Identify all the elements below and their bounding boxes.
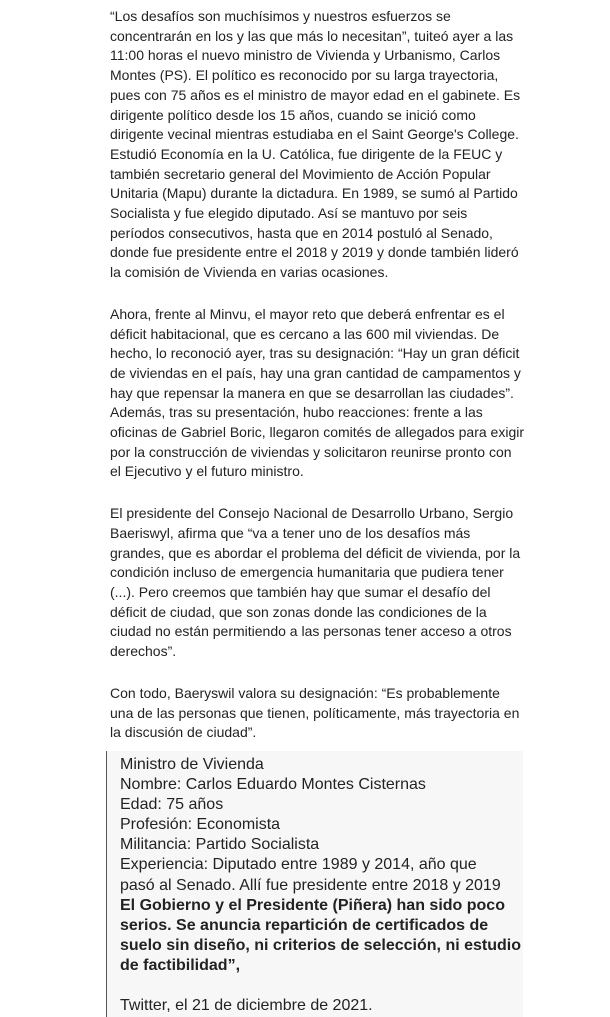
profile-party: Militancia: Partido Socialista bbox=[120, 836, 320, 854]
profile-heading: Ministro de Vivienda bbox=[120, 756, 264, 773]
article-paragraph: Ahora, frente al Minvu, el mayor reto que deberá enfrentar es el déficit habitacional, que es cercano a las 600 mil viviendas. De hecho, lo reconoció ayer, tras su designación: “Hay un gran déficit de viviendas en el país, hay una gran cantidad de campamentos y hay que repensar la manera en que se desarrollan las ciudades”. Además, tras su presentación, hubo reacciones: frente a las oficinas de Gabriel Boric, llegaron comités de allegados para exigir por la construcción de viviendas y solicitaron reunirse pronto con el Ejecutivo y el futuro ministro. bbox=[110, 305, 524, 480]
article-paragraph: Con todo, Baeryswil valora su designación: “Es probablemente una de las personas que tienen, políticamente, más trayectoria en la discusión de ciudad”. bbox=[110, 684, 520, 741]
profile-age: Edad: 75 años bbox=[120, 796, 224, 814]
article-body bbox=[110, 0, 524, 765]
article-paragraph: “Los desafíos son muchísimos y nuestros esfuerzos se concentrarán en los y las que más lo necesitan”, tuiteó ayer a las 11:00 horas el nuevo ministro de Vivienda y Urbanismo, Carlos Montes (PS). El político es reconocido por su larga trayectoria, pues con 75 años es el ministro de mayor edad en el gabinete. Es dirigente político desde los 15 años, cuando se inició como dirigente vecinal mientras estudiaba en el Saint George's College. Estudió Economía en la U. Católica, fue dirigente de la FEUC y también secretario general del Movimiento de Acción Popular Unitaria (Mapu) durante la dictadura. En 1989, se sumó al Partido Socialista y fue elegido diputado. Así se mantuvo por seis períodos consecutivos, hasta que en 2014 postuló al Senado, donde fue presidente entre el 2018 y 2019 y donde también lideró la comisión de Vivienda en varias ocasiones. bbox=[110, 8, 521, 281]
profile-profession: Profesión: Economista bbox=[120, 816, 281, 834]
profile-experience-line-1: Experiencia: Diputado entre 1989 y 2014, año que bbox=[120, 856, 477, 874]
profile-quote: El Gobierno y el Presidente (Piñera) han sido poco serios. Se anuncia repartición de certificados de suelo sin diseño, ni criterios de selección, ni estudio de factibilidad”, bbox=[120, 896, 521, 974]
profile-name: Nombre: Carlos Eduardo Montes Cisternas bbox=[120, 776, 426, 794]
article-paragraph: El presidente del Consejo Nacional de Desarrollo Urbano, Sergio Baeriswyl, afirma que “va a tener uno de los desafíos más grandes, que es abordar el problema del déficit de vivienda, por la condición incluso de emergencia humanitaria que pudiera tener (...). Pero creemos que también hay que sumar el desafío del déficit de ciudad, que son zonas donde las condiciones de la ciudad no están permitiendo a las personas tener acceso a otros derechos”. bbox=[110, 505, 521, 660]
profile-experience-line-2: pasó al Senado. Allí fue presidente entre 2018 y 2019 bbox=[120, 876, 501, 894]
profile-content bbox=[120, 755, 523, 1016]
minister-profile-box bbox=[106, 751, 523, 1017]
quote-source: Twitter, el 21 de diciembre de 2021. bbox=[120, 997, 373, 1015]
